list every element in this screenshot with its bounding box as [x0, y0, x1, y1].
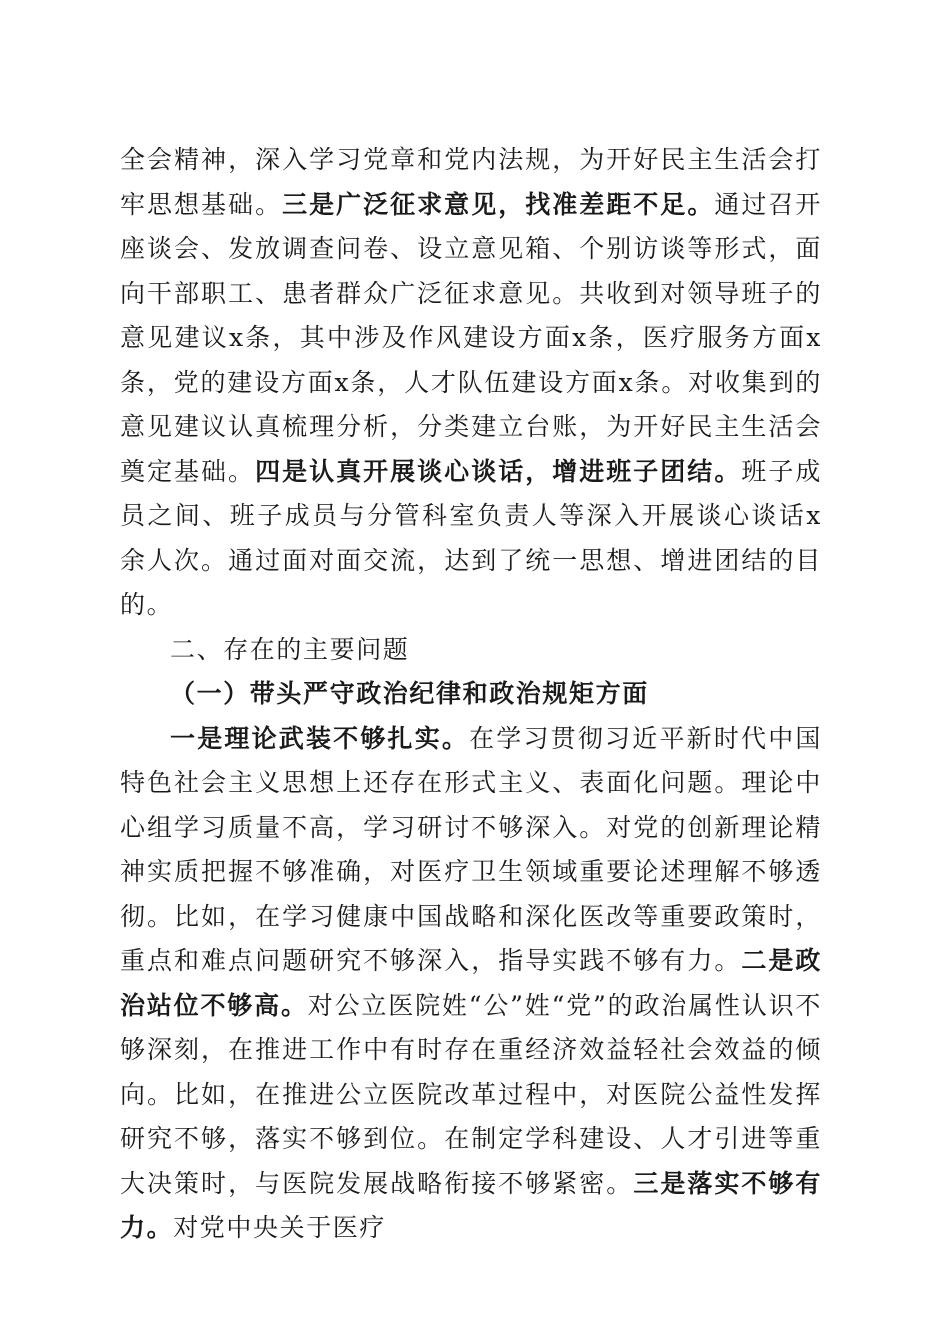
paragraph-continuation — [120, 138, 822, 628]
text-segment: 通过召开座谈会、发放调查问卷、设立意见箱、个别访谈等形式，面向干部职工、患者群众广泛征求意见。共收到对领导班子的意见建议x条，其中涉及作风建设方面x条，医疗服务方面x条，党的建设方面x条，人才队伍建设方面x条。对收集到的意见建议认真梳理分析，分类建立台账，为开好民主生活会奠定基础。 — [120, 189, 822, 486]
bold-point-three-body: 三是落实不够有力。 — [120, 1168, 823, 1242]
subsection-heading: （一）带头严守政治纪律和政治规矩方面 — [170, 679, 649, 708]
bold-point-three: 三是广泛征求意见，找准差距不足。 — [282, 189, 715, 219]
text-segment: 班子成员之间、班子成员与分管科室负责人等深入开展谈心谈话x余人次。通过面对面交流，达到了统一思想、增进团结的目的。 — [120, 456, 822, 619]
bold-point-four: 四是认真开展谈心谈话，增进班子团结。 — [255, 456, 742, 486]
section-heading: 二、存在的主要问题 — [170, 634, 410, 664]
text-segment: 在学习贯彻习近平新时代中国特色社会主义思想上还存在形式主义、表面化问题。理论中心组学习质量不高，学习研讨不够深入。对党的创新理论精神实质把握不够准确，对医疗卫生领域重要论述理解不够透彻。比如，在学习健康中国战略和深化医改等重要政策时，重点和难点问题研究不够深入，指导实践不够有力。 — [120, 723, 822, 975]
bold-point-two: 二是政治站位不够高。 — [120, 946, 822, 1020]
text-segment: 对党中央关于医疗 — [173, 1213, 387, 1242]
bold-point-one: 一是理论武装不够扎实。 — [170, 723, 470, 753]
text-segment: 对公立医院姓“公”姓“党”的政治属性认识不够深刻，在推进工作中有时存在重经济效益轻社会效益的倾向。比如，在推进公立医院改革过程中，对医院公益性发挥研究不够，落实不够到位。在制定学科建设、人才引进等重大决策时，与医院发展战略衔接不够紧密。 — [120, 990, 822, 1198]
document-page — [120, 138, 822, 1251]
paragraph-body — [120, 717, 822, 1251]
text-segment: 全会精神，深入学习党章和党内法规，为开好民主生活会打牢思想基础。 — [120, 145, 822, 219]
